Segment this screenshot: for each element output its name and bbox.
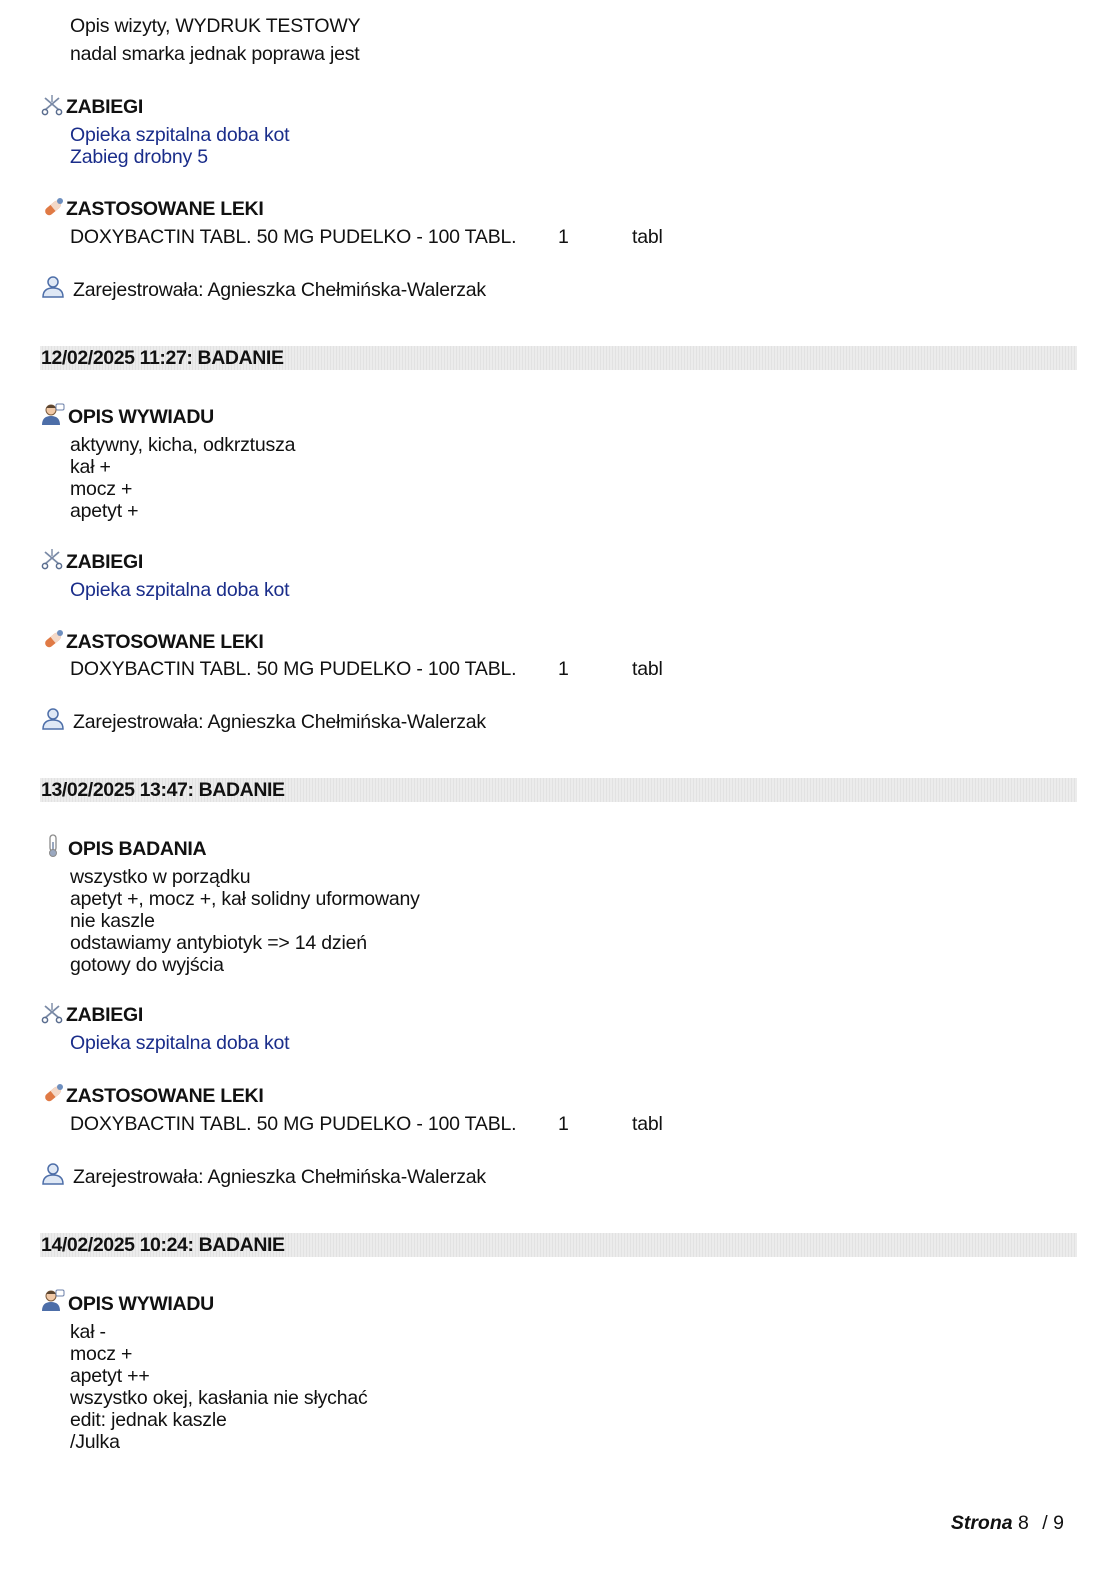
wywiad-text xyxy=(70,434,295,522)
zabiegi-title: ZABIEGI xyxy=(66,551,143,573)
med-unit: tabl xyxy=(632,226,663,248)
wywiad-line: kał + xyxy=(70,456,111,478)
visit-header xyxy=(40,346,1077,370)
wywiad-line: /Julka xyxy=(70,1431,120,1453)
wywiad-line: mocz + xyxy=(70,1343,133,1365)
med-unit: tabl xyxy=(632,658,663,680)
visit-header-text: 13/02/2025 13:47: BADANIE xyxy=(41,779,285,801)
med-row xyxy=(70,658,663,680)
leki-title: ZASTOSOWANE LEKI xyxy=(66,198,264,220)
thermometer-icon xyxy=(41,834,65,858)
zabiegi-list xyxy=(70,1032,289,1054)
visit-description xyxy=(70,15,360,65)
wywiad-line: kał - xyxy=(70,1321,106,1343)
badanie-line: gotowy do wyjścia xyxy=(70,954,224,976)
doctor-icon xyxy=(41,402,65,426)
visit-header-text: 14/02/2025 10:24: BADANIE xyxy=(41,1234,285,1256)
scissors-icon xyxy=(41,548,65,572)
registered-by: Zarejestrowała: Agnieszka Chełmińska-Walerzak xyxy=(73,711,486,733)
visit-header xyxy=(40,1233,1077,1257)
page-separator: / xyxy=(1042,1512,1048,1534)
wywiad-line: aktywny, kicha, odkrztusza xyxy=(70,434,296,456)
zabiegi-list xyxy=(70,124,289,168)
zabiegi-title: ZABIEGI xyxy=(66,96,143,118)
zabiegi-title: ZABIEGI xyxy=(66,1004,143,1026)
leki-title: ZASTOSOWANE LEKI xyxy=(66,631,264,653)
med-name: DOXYBACTIN TABL. 50 MG PUDELKO - 100 TABL. xyxy=(70,1113,517,1135)
page-number xyxy=(951,1512,1064,1535)
scissors-icon xyxy=(41,94,65,118)
med-row xyxy=(70,226,663,248)
current-page: 8 xyxy=(1018,1512,1029,1534)
page-label: Strona xyxy=(950,1512,1013,1534)
visit-description-line: Opis wizyty, WYDRUK TESTOWY xyxy=(70,15,361,37)
zabieg-item: Opieka szpitalna doba kot xyxy=(70,579,290,601)
zabiegi-list xyxy=(70,579,289,601)
leki-title: ZASTOSOWANE LEKI xyxy=(66,1085,264,1107)
doctor-icon xyxy=(41,1288,65,1312)
wywiad-line: edit: jednak kaszle xyxy=(70,1409,227,1431)
registered-by: Zarejestrowała: Agnieszka Chełmińska-Walerzak xyxy=(73,1166,486,1188)
badanie-line: odstawiamy antybiotyk => 14 dzień xyxy=(70,932,367,954)
wywiad-line: apetyt ++ xyxy=(70,1365,150,1387)
user-icon xyxy=(41,707,65,731)
wywiad-title: OPIS WYWIADU xyxy=(68,1293,214,1315)
visit-header xyxy=(40,778,1077,802)
badanie-title: OPIS BADANIA xyxy=(68,838,207,860)
wywiad-text xyxy=(70,1321,368,1453)
badanie-text xyxy=(70,866,420,976)
badanie-line: nie kaszle xyxy=(70,910,155,932)
visit-header-text: 12/02/2025 11:27: BADANIE xyxy=(41,347,284,369)
med-name: DOXYBACTIN TABL. 50 MG PUDELKO - 100 TABL. xyxy=(70,658,517,680)
zabieg-item: Opieka szpitalna doba kot xyxy=(70,1032,290,1054)
user-icon xyxy=(41,275,65,299)
med-qty: 1 xyxy=(558,1113,569,1135)
med-unit: tabl xyxy=(632,1113,663,1135)
total-pages: 9 xyxy=(1053,1512,1064,1534)
med-qty: 1 xyxy=(558,658,569,680)
badanie-line: apetyt +, mocz +, kał solidny uformowany xyxy=(70,888,420,910)
badanie-line: wszystko w porządku xyxy=(70,866,251,888)
registered-by: Zarejestrowała: Agnieszka Chełmińska-Walerzak xyxy=(73,279,486,301)
pill-icon xyxy=(41,1082,65,1106)
zabieg-item: Zabieg drobny 5 xyxy=(70,146,208,168)
zabieg-item: Opieka szpitalna doba kot xyxy=(70,124,290,146)
wywiad-line: wszystko okej, kasłania nie słychać xyxy=(70,1387,368,1409)
pill-icon xyxy=(41,196,65,220)
visit-description-line: nadal smarka jednak poprawa jest xyxy=(70,43,360,65)
user-icon xyxy=(41,1162,65,1186)
wywiad-title: OPIS WYWIADU xyxy=(68,406,214,428)
med-qty: 1 xyxy=(558,226,569,248)
wywiad-line: apetyt + xyxy=(70,500,139,522)
pill-icon xyxy=(41,628,65,652)
scissors-icon xyxy=(41,1002,65,1026)
med-name: DOXYBACTIN TABL. 50 MG PUDELKO - 100 TABL. xyxy=(70,226,517,248)
med-row xyxy=(70,1113,663,1135)
wywiad-line: mocz + xyxy=(70,478,133,500)
